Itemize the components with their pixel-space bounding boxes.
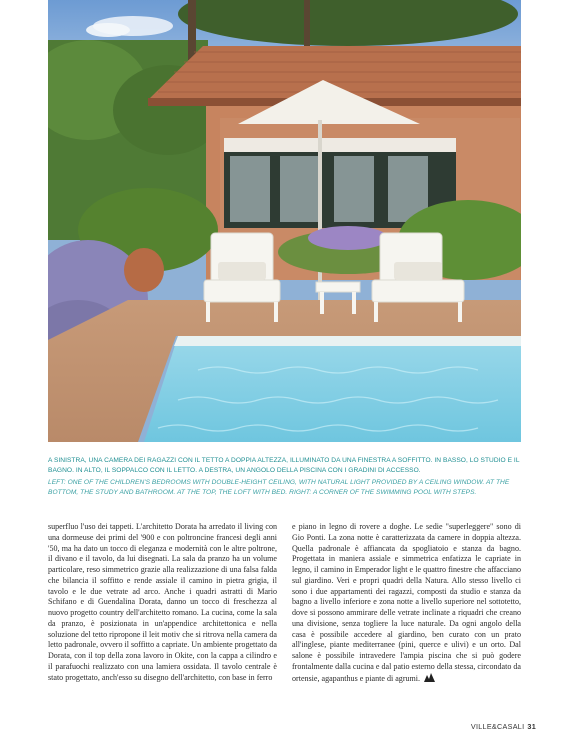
page-number: 31 — [527, 722, 536, 731]
magazine-name: VILLE&CASALI — [470, 722, 525, 731]
article-column-2-wrapper — [292, 522, 521, 712]
caption-english: LEFT: ONE OF THE CHILDREN'S BEDROOMS WITH DOUBLE-HEIGHT CEILING, WITH NATURAL LIGHT PROVIDED BY A CEILING WINDOW. AT THE BOTTOM, THE STUDY AND BATHROOM. AT THE TOP, THE LOFT WITH BED. RIGHT: A CORNER OF THE SWIMMING POOL WITH STEPS. — [48, 478, 510, 497]
article-column-2: e piano in legno di rovere a doghe. Le sedie "superleggere" sono di Gio Ponti. La zona notte è caratterizzata da camere in doppia altezza. Quella padronale è affiancata da spogliatoio e stanza da bagno. Progettata in maniera assiale e simmetrica enfatizza le capriate in legno, il camino in Emperador light e le quattro finestre che affacciano sul giardino. Veri e propri quadri della Natura. Allo stesso livello ci sono i due appartamenti dei ragazzi, composti da studio e stanza da bagno a livello inferiore e zona notte a livello superiore nel sottotetto, dove si possono ammirare delle vetrate inclinate a riquadri che creano una divisione, senza togliere la luce naturale. Da ogni angolo della casa è possibile accedere al giardino, ben curato con un prato all'inglese, piante mediterranee (pini, querce e ulivi) e un orto. Dal salone è possibile intravedere l'ampia piscina che si può godere frontalmente dalla cucina e dal patio esterno della stessa, circondato da ortensie, agapanthus e piante di agrumi. — [292, 522, 521, 683]
caption-italian: A SINISTRA, UNA CAMERA DEI RAGAZZI CON IL TETTO A DOPPIA ALTEZZA, ILLUMINATO DA UNA FINESTRA A SOFFITTO. IN BASSO, LO STUDIO E IL BAGNO. IN ALTO, IL SOPPALCO CON IL LETTO. A DESTRA, UN ANGOLO DELLA PISCINA CON I GRADINI DI ACCESSO. — [48, 457, 520, 475]
article-column-1: superfluo l'uso dei tappeti. L'architetto Dorata ha arredato il living con una dormeuse dei primi del '900 e con poltroncine francesi degli anni '50, ma ha dato un tocco di eleganza e modernità con le altre poltrone, il divano e il tavolo, da lui disegnati. La sala da pranzo ha un volume particolare, reso simmetrico grazie alla realizzazione di una falsa falda che bilancia il soffitto e rende assiale il camino in pietra grigia, il tavolo e le due vetrate ad arco. Anche i quadri astratti di Mario Schifano e di Guendalina Dorata, danno un tocco di freschezza al nuovo progetto country dell'architetto romano. La cucina, come la sala da pranzo, è posizionata in un'appendice architettonica e nella soluzione del tetto ripropone il leit motiv che si ritrova nella camera da letto padronale, ovvero il soffitto a capriate. Un ambiente progettato da Dorata, con il top della zona lavoro in Okite, con la cappa a cilindro e il parafuochi realizzato con una lamiera ossidata. Il tavolo centrale è stato progettato, anch'esso su disegno dell'architetto, con base in ferro — [48, 522, 277, 682]
end-of-article-icon — [424, 673, 435, 682]
pool-house-photo — [48, 0, 521, 442]
article-body — [48, 522, 521, 712]
photo-captions — [48, 456, 521, 499]
page-footer — [471, 722, 536, 731]
pool-scene-illustration — [48, 0, 521, 442]
